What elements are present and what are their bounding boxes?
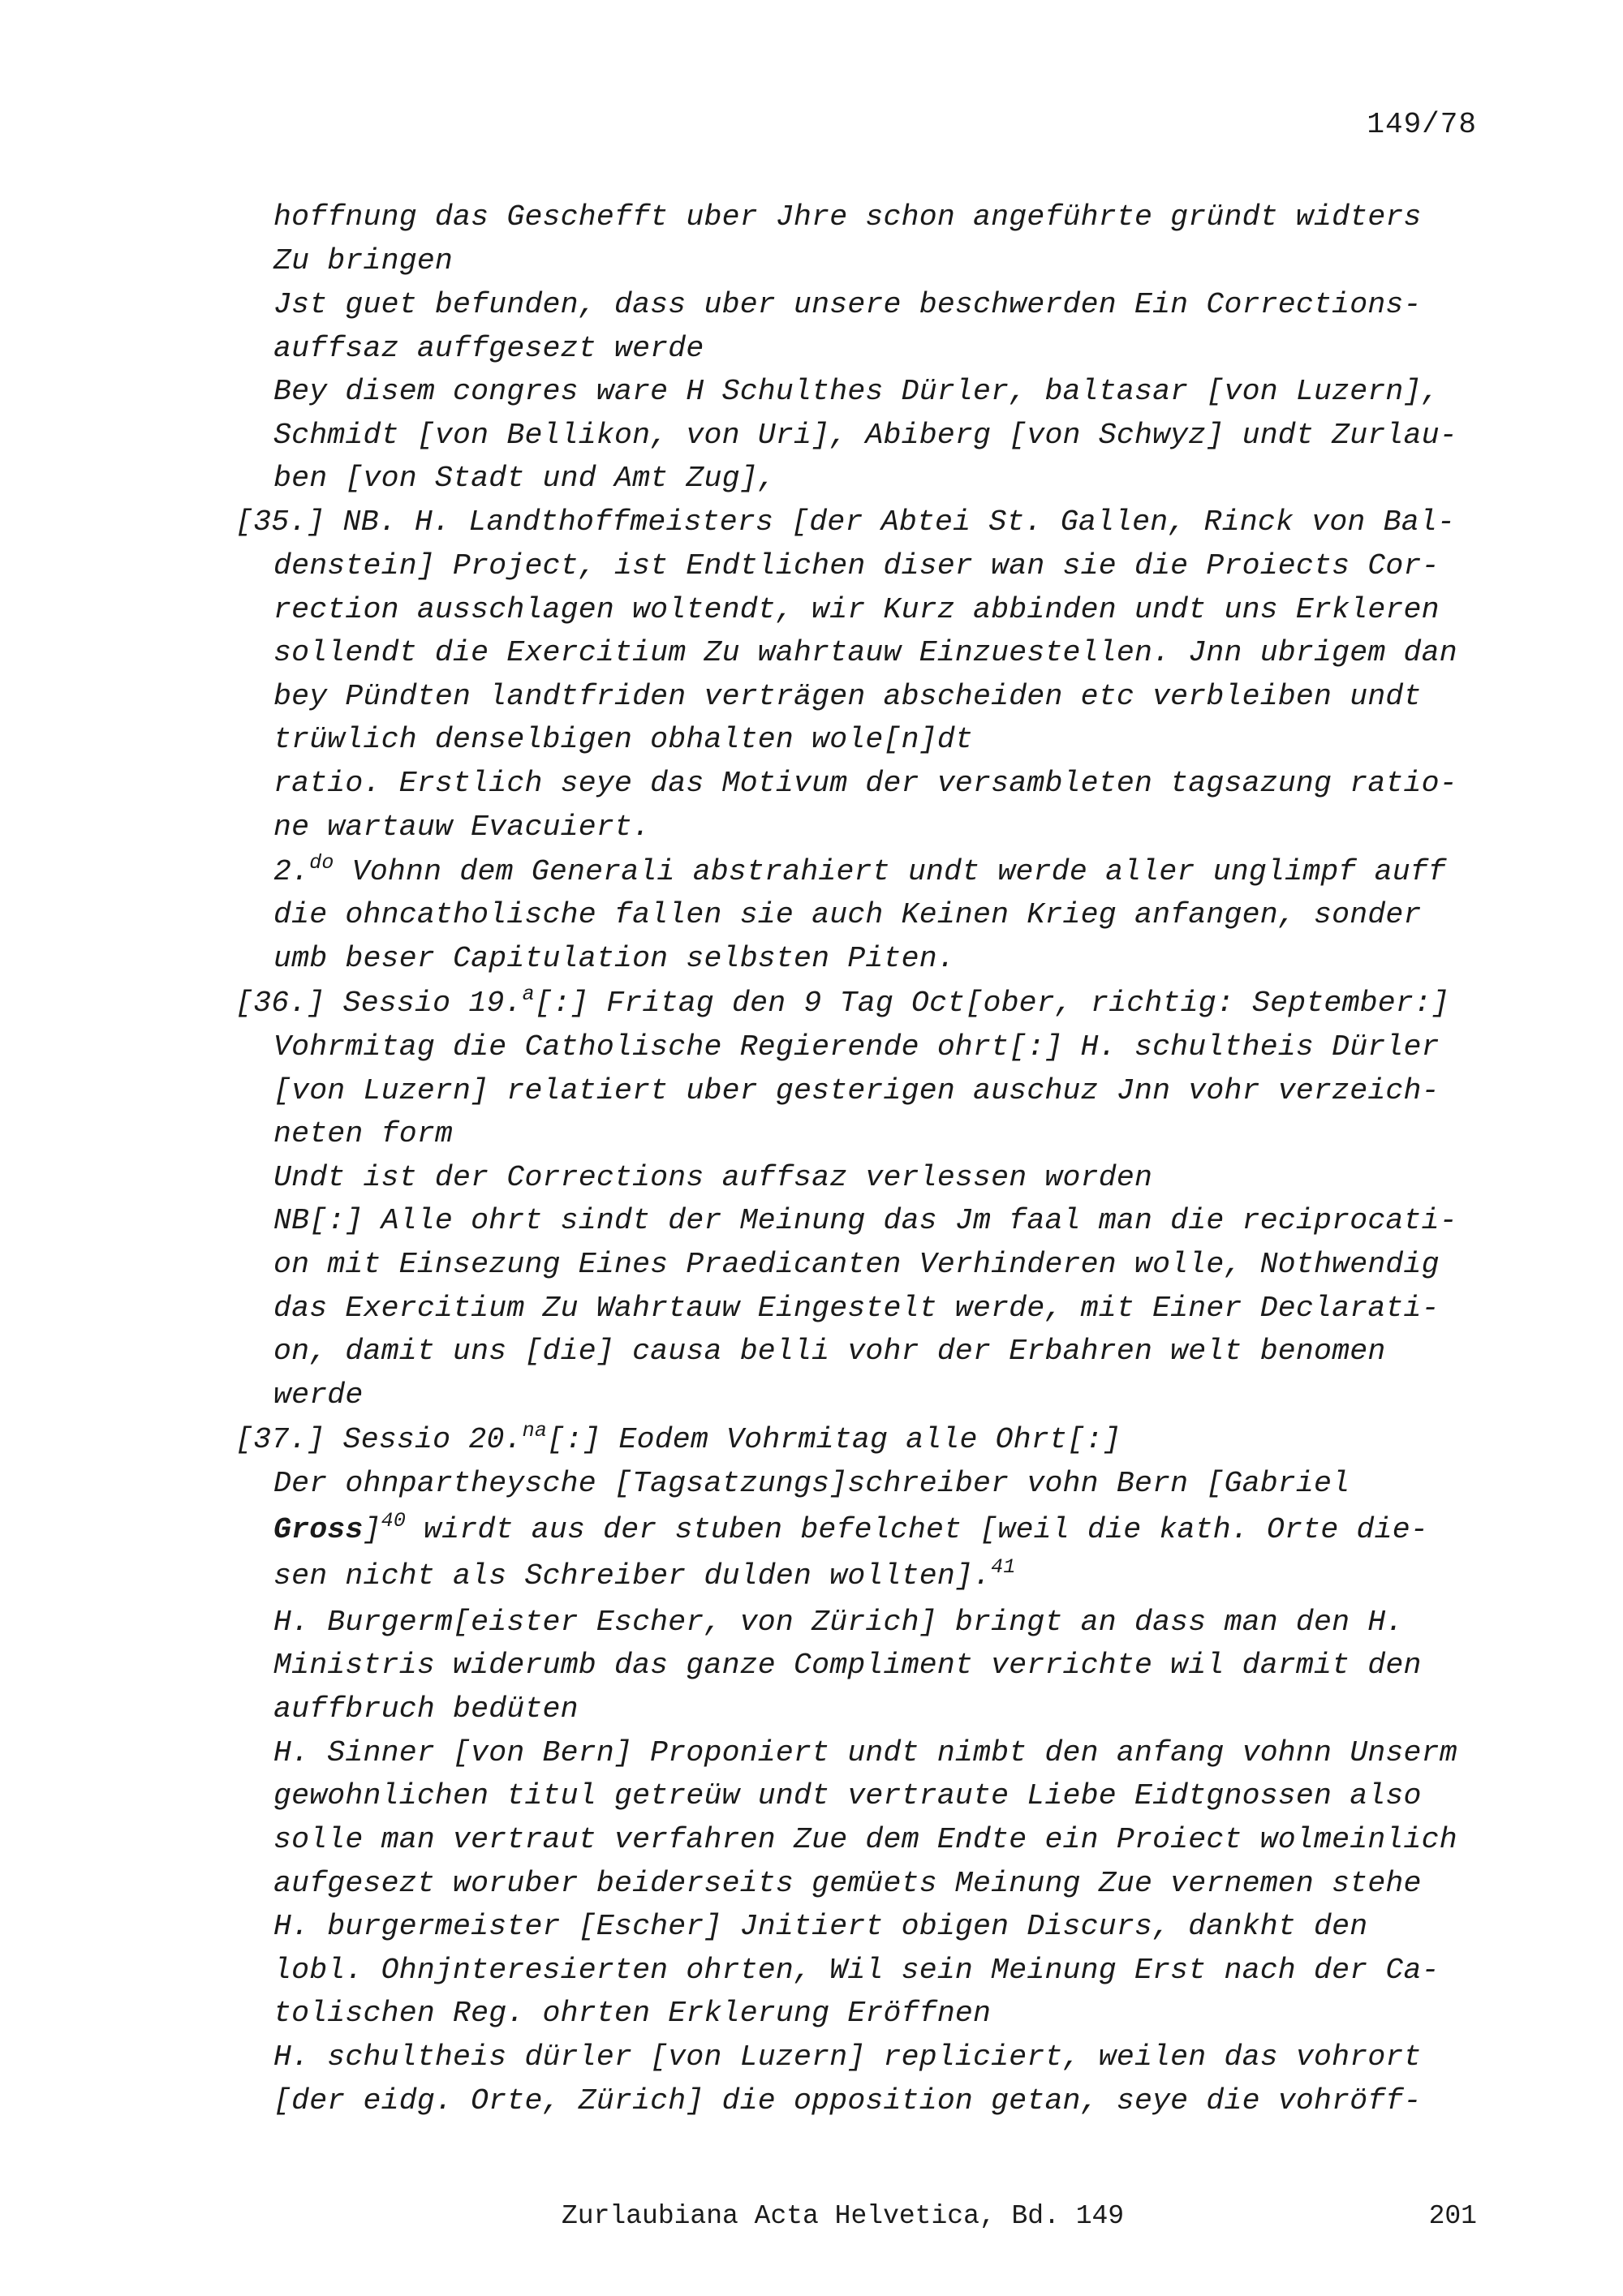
text-line: [273, 766, 1457, 802]
text-segment: on mit Einsezung Eines Praedicanten Verhinderen wolle, Nothwendig: [273, 1248, 1440, 1281]
text-line: [273, 2040, 1422, 2075]
text-segment: ratio. Erstlich seye das Motivum der versambleten tagsazung ratio-: [273, 767, 1457, 800]
text-segment: [37.] Sessio 20.: [235, 1423, 523, 1456]
text-line: [273, 1160, 1152, 1196]
text-line: [273, 1334, 1385, 1369]
text-line: [273, 1909, 1367, 1945]
text-line: [273, 1203, 1457, 1239]
text-segment: das Exercitium Zu Wahrtauw Eingestelt werde, mit Einer Declarati-: [273, 1292, 1440, 1325]
text-segment: [von Luzern] relatiert uber gesterigen auschuz Jnn vohr verzeich-: [273, 1074, 1440, 1107]
text-segment: Zu bringen: [273, 244, 454, 277]
text-line: [273, 1692, 579, 1727]
text-line: [273, 941, 955, 977]
text-segment: on, damit uns [die] causa belli vohr der Erbahren welt benomen: [273, 1335, 1386, 1368]
text-segment: bey Pündten landtfriden verträgen abscheiden etc verbleiben undt: [273, 680, 1422, 713]
superscript: 40: [381, 1509, 407, 1533]
text-segment: H. burgermeister [Escher] Jnitiert obigen Discurs, dankht den: [273, 1910, 1368, 1943]
bold-name: Gross: [273, 1513, 364, 1546]
text-segment: wirdt aus der stuben befelchet [weil die kath. Orte die-: [406, 1513, 1428, 1546]
text-segment: auffbruch bedüten: [273, 1692, 579, 1726]
text-segment: solle man vertraut verfahren Zue dem Endte ein Proiect wolmeinlich: [273, 1823, 1457, 1856]
text-segment: auffsaz auffgesezt werde: [273, 332, 704, 365]
text-line: [273, 897, 1422, 933]
footer-page-number: 201: [1428, 2201, 1477, 2231]
text-segment: umb beser Capitulation selbsten Piten.: [273, 942, 955, 975]
superscript: a: [522, 982, 535, 1006]
text-line: [273, 1466, 1350, 1502]
text-line: [273, 374, 1440, 410]
text-segment: sollendt die Exercitium Zu wahrtauw Einzuestellen. Jnn ubrigem dan: [273, 636, 1457, 669]
text-segment: Vohrmitag die Catholische Regierende ohrt[:] H. schultheis Dürler: [273, 1030, 1440, 1064]
text-segment: 2.: [273, 855, 310, 888]
text-segment: tolischen Reg. ohrten Erklerung Eröffnen: [273, 1997, 992, 2030]
text-line: [273, 1866, 1422, 1902]
text-segment: die ohncatholische fallen sie auch Keinen Krieg anfangen, sonder: [273, 898, 1422, 931]
text-segment: Ministris widerumb das ganze Compliment verrichte wil darmit den: [273, 1649, 1422, 1682]
text-line: [273, 2083, 1422, 2119]
text-line: [273, 1996, 991, 2032]
footer-title: Zurlaubiana Acta Helvetica, Bd. 149: [562, 2201, 1125, 2231]
text-segment: H. Sinner [von Bern] Proponiert undt nimbt den anfang vohnn Unserm: [273, 1736, 1457, 1769]
text-segment: NB[:] Alle ohrt sindt der Meinung das Jm faal man die reciprocati-: [273, 1204, 1457, 1237]
text-segment: ben [von Stadt und Amt Zug],: [273, 462, 776, 495]
text-segment: H. Burgerm[eister Escher, von Zürich] bringt an dass man den H.: [273, 1606, 1404, 1639]
text-line: [273, 1116, 453, 1152]
text-line: [273, 722, 973, 758]
text-line: [235, 505, 1455, 540]
text-segment: Der ohnpartheysche [Tagsatzungs]schreiber vohn Bern [Gabriel: [273, 1467, 1350, 1500]
text-line: [235, 982, 1450, 1021]
text-segment: [:] Fritag den 9 Tag Oct[ober, richtig: September:]: [534, 987, 1450, 1020]
superscript: do: [309, 851, 334, 875]
text-segment: hoffnung das Geschefft uber Jhre schon angeführte gründt widters: [273, 200, 1422, 234]
text-segment: aufgesezt woruber beiderseits gemüets Meinung Zue vernemen stehe: [273, 1867, 1422, 1900]
text-line: [273, 1605, 1404, 1640]
superscript: 41: [991, 1555, 1016, 1579]
text-segment: ]: [363, 1513, 381, 1546]
text-segment: denstein] Project, ist Endtlichen diser wan sie die Proiects Cor-: [273, 549, 1440, 583]
page-number: 149/78: [1367, 108, 1477, 141]
text-line: [273, 1030, 1440, 1065]
text-segment: Vohnn dem Generali abstrahiert undt werde aller unglimpf auff: [334, 855, 1447, 888]
text-line: [273, 1291, 1440, 1326]
text-line: [273, 287, 1422, 323]
text-segment: werde: [273, 1378, 364, 1412]
text-segment: ne wartauw Evacuiert.: [273, 810, 651, 844]
text-segment: [35.] NB. H. Landthoffmeisters [der Abtei St. Gallen, Rinck von Bal-: [235, 505, 1456, 539]
text-line: [273, 200, 1422, 235]
text-segment: Undt ist der Corrections auffsaz verlessen worden: [273, 1161, 1153, 1194]
text-segment: gewohnlichen titul getreüw undt vertraute Liebe Eidtgnossen also: [273, 1779, 1422, 1812]
text-line: [273, 1247, 1440, 1283]
superscript: na: [522, 1419, 548, 1443]
text-line: [273, 461, 776, 497]
page-footer: [0, 2201, 1623, 2237]
text-line: [273, 1953, 1440, 1989]
text-segment: [der eidg. Orte, Zürich] die opposition getan, seye die vohröff-: [273, 2084, 1422, 2118]
text-line: [273, 418, 1457, 454]
text-line: [235, 1419, 1121, 1458]
text-segment: trüwlich denselbigen obhalten wole[n]dt: [273, 723, 974, 756]
text-segment: Jst guet befunden, dass uber unsere beschwerden Ein Corrections-: [273, 288, 1422, 321]
text-segment: lobl. Ohnjnteresierten ohrten, Wil sein Meinung Erst nach der Ca-: [273, 1954, 1440, 1987]
text-line: [273, 679, 1422, 715]
text-line: [273, 1778, 1422, 1814]
text-line: [273, 1648, 1422, 1683]
text-segment: H. schultheis dürler [von Luzern] repliciert, weilen das vohrort: [273, 2040, 1422, 2074]
text-line: [273, 592, 1440, 628]
text-line: [273, 548, 1440, 584]
text-line: [273, 1822, 1457, 1858]
text-segment: [36.] Sessio 19.: [235, 987, 523, 1020]
text-line: [273, 1378, 364, 1413]
text-line: [273, 635, 1457, 671]
text-line: [273, 1735, 1457, 1771]
text-line: [273, 1073, 1440, 1109]
text-line: [273, 243, 453, 279]
text-segment: rection ausschlagen woltendt, wir Kurz abbinden undt uns Erkleren: [273, 593, 1440, 626]
text-segment: [:] Eodem Vohrmitag alle Ohrt[:]: [547, 1423, 1121, 1456]
text-line: [273, 810, 650, 845]
text-segment: Bey disem congres ware H Schulthes Dürler, baltasar [von Luzern],: [273, 375, 1440, 408]
text-line: [273, 1555, 1016, 1594]
text-line: [273, 1509, 1428, 1548]
text-segment: Schmidt [von Bellikon, von Uri], Abiberg [von Schwyz] undt Zurlau-: [273, 419, 1457, 452]
text-line: [273, 851, 1447, 890]
text-segment: neten form: [273, 1117, 454, 1150]
text-segment: sen nicht als Schreiber dulden wollten].: [273, 1559, 992, 1593]
text-line: [273, 331, 704, 367]
